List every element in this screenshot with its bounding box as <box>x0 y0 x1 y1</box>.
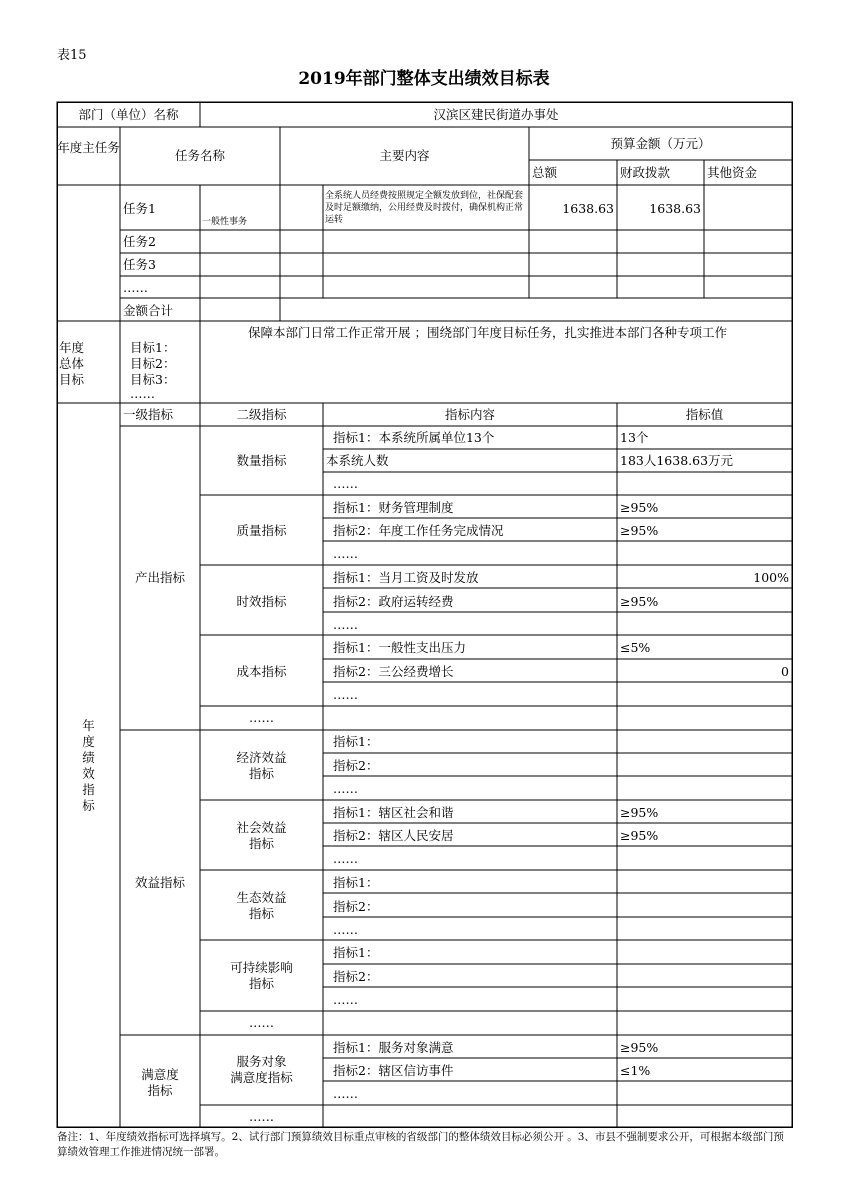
task-name: 一般性事务 <box>202 217 248 227</box>
social-indicator-label: 指标 <box>248 836 274 851</box>
table-number: 表15 <box>57 48 87 63</box>
indicator-content: …… <box>333 851 358 866</box>
indicator-content: 指标1： <box>333 875 379 890</box>
ecological-indicator-label: 生态效益 <box>236 890 287 905</box>
indicator-content: …… <box>333 617 358 632</box>
indicator-content: 指标1：辖区社会和谐 <box>333 805 454 820</box>
indicator-value: ≤5% <box>620 640 651 655</box>
social-indicator-label: 社会效益 <box>236 820 287 835</box>
section-label-char: 绩 <box>82 750 95 765</box>
indicator-value: ≥95% <box>620 500 659 515</box>
task-label: 任务1 <box>123 201 156 216</box>
dept-name: 汉滨区建民街道办事处 <box>433 107 559 122</box>
indicator-content: 指标2：辖区信访事件 <box>333 1063 454 1078</box>
ellipsis: …… <box>249 710 274 725</box>
indicator-value: ≥95% <box>620 805 659 820</box>
indicator-content: …… <box>333 687 358 702</box>
section-label-char: 度 <box>82 734 95 749</box>
target-item: 目标1： <box>130 340 176 355</box>
section-label-char: 年 <box>82 718 95 733</box>
indicator-content: 指标1：当月工资及时发放 <box>333 570 479 585</box>
indicator-content: …… <box>333 1086 358 1101</box>
satisfaction-indicator-label: 指标 <box>147 1083 173 1098</box>
level1-header: 一级指标 <box>123 407 174 422</box>
indicator-content: 指标1：财务管理制度 <box>333 500 454 515</box>
ellipsis: …… <box>249 1015 274 1030</box>
level2-header: 二级指标 <box>236 407 287 422</box>
indicator-content: 指标2：年度工作任务完成情况 <box>333 523 504 538</box>
quality-indicator-label: 质量指标 <box>236 523 287 538</box>
indicator-content: …… <box>333 922 358 937</box>
economic-indicator-label: 经济效益 <box>236 750 287 765</box>
indicator-value: ≤1% <box>620 1063 651 1078</box>
task-label: 任务3 <box>123 257 156 272</box>
sustainable-indicator-label: 指标 <box>248 976 274 991</box>
indicator-content: 指标1：服务对象满意 <box>333 1040 454 1055</box>
timeliness-indicator-label: 时效指标 <box>236 594 287 609</box>
budget-header: 预算金额（万元） <box>610 136 711 151</box>
task-total: 1638.63 <box>562 201 614 216</box>
indicator-content: …… <box>333 781 358 796</box>
overall-label-line: 目标 <box>59 372 85 387</box>
overall-target-text: 保障本部门日常工作正常开展 ；围绕部门年度目标任务，扎实推进本部门各种专项工作 <box>248 325 727 340</box>
indicator-content: 指标2： <box>333 758 379 773</box>
indicator-value: 183人1638.63万元 <box>620 453 734 468</box>
annual-task-header: 年度主任务 <box>57 140 120 155</box>
quantity-indicator-label: 数量指标 <box>236 453 287 468</box>
indicator-value: 13个 <box>620 430 649 445</box>
section-label-char: 标 <box>82 798 95 813</box>
target-item: 目标2： <box>130 356 176 371</box>
indicator-content: 指标1： <box>333 945 379 960</box>
output-indicator-label: 产出指标 <box>134 570 185 585</box>
dept-label: 部门（单位）名称 <box>78 107 179 122</box>
fiscal-header: 财政拨款 <box>620 165 671 180</box>
sustainable-indicator-label: 可持续影响 <box>230 960 293 975</box>
economic-indicator-label: 指标 <box>248 766 274 781</box>
indicator-content: …… <box>333 992 358 1007</box>
indicator-content: 指标2： <box>333 969 379 984</box>
task-content: 全系统人员经费按照规定全额发放到位，社保配套及时足额缴纳，公用经费及时拨付，确保机构正常运转 <box>325 191 524 225</box>
indicator-content: 指标2：三公经费增长 <box>333 664 454 679</box>
indicator-value: ≥95% <box>620 1040 659 1055</box>
indicator-content: …… <box>333 546 358 561</box>
other-funds-header: 其他资金 <box>707 165 758 180</box>
indicator-value: 0 <box>781 664 789 679</box>
benefit-indicator-label: 效益指标 <box>134 875 185 890</box>
indicator-value: ≥95% <box>620 523 659 538</box>
document-title: 2019年部门整体支出绩效目标表 <box>298 69 550 89</box>
indicator-value: ≥95% <box>620 594 659 609</box>
amount-total-label: 金额合计 <box>123 303 174 318</box>
target-item: …… <box>130 386 155 401</box>
indicator-value: ≥95% <box>620 828 659 843</box>
satisfaction-indicator-label: 满意度 <box>141 1067 179 1082</box>
task-fiscal: 1638.63 <box>649 201 701 216</box>
content-header: 指标内容 <box>444 407 495 422</box>
overall-label-line: 总体 <box>59 356 85 371</box>
value-header: 指标值 <box>685 407 724 422</box>
indicator-content: …… <box>333 476 358 491</box>
overall-label-line: 年度 <box>59 340 85 355</box>
indicator-content: 指标1：本系统所属单位13个 <box>333 430 495 445</box>
ecological-indicator-label: 指标 <box>248 906 274 921</box>
service-satisfaction-label: 满意度指标 <box>230 1070 293 1085</box>
main-content-header: 主要内容 <box>379 148 430 163</box>
indicator-content: 指标1：一般性支出压力 <box>333 640 466 655</box>
service-satisfaction-label: 服务对象 <box>236 1054 287 1069</box>
task-label: 任务2 <box>123 234 156 249</box>
ellipsis: …… <box>249 1109 274 1124</box>
indicator-content: 本系统人数 <box>326 453 389 468</box>
indicator-content: 指标2： <box>333 899 379 914</box>
target-item: 目标3： <box>130 372 176 387</box>
cost-indicator-label: 成本指标 <box>236 664 287 679</box>
section-label-char: 效 <box>82 766 95 781</box>
total-header: 总额 <box>532 165 558 180</box>
indicator-content: 指标1： <box>333 734 379 749</box>
task-label: …… <box>123 280 148 295</box>
indicator-content: 指标2：辖区人民安居 <box>333 828 454 843</box>
task-name-header: 任务名称 <box>174 148 225 163</box>
remark-note: 备注：1、年度绩效指标可选择填写。2、试行部门预算绩效目标重点审核的省级部门的整体绩效目标必须公开 。3、市县不强制要求公开，可根据本级部门预算绩效管理工作推进情况统一部署。 <box>57 1131 784 1158</box>
section-label-char: 指 <box>82 782 95 797</box>
indicator-content: 指标2：政府运转经费 <box>333 594 454 609</box>
indicator-value: 100% <box>753 570 789 585</box>
